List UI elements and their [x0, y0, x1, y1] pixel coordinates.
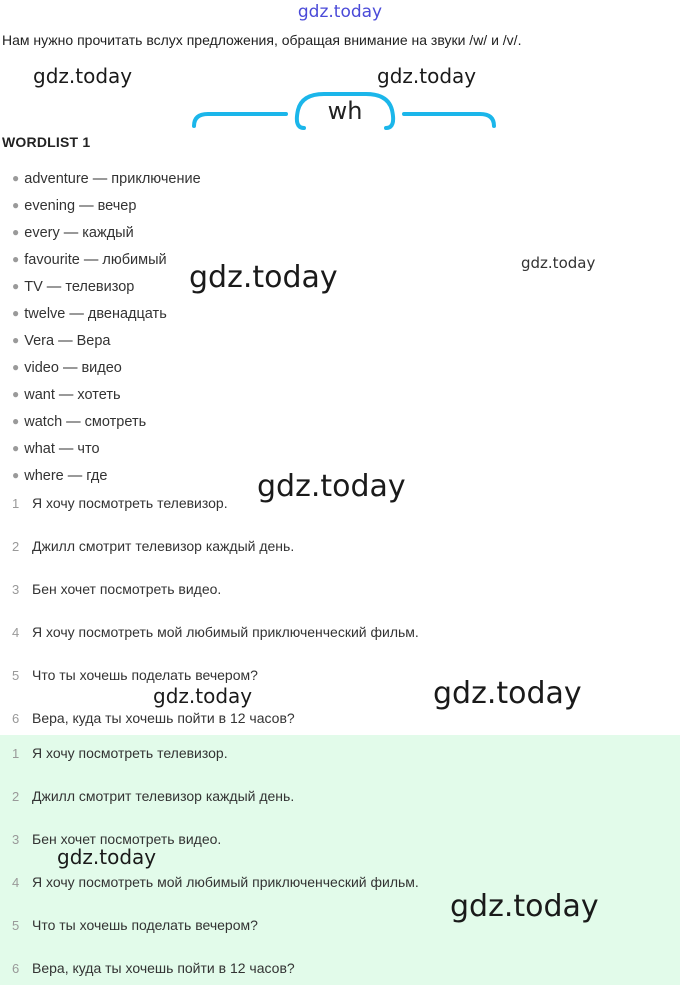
sentence-item [12, 624, 419, 640]
word-item: ● every — каждый [12, 225, 134, 241]
sentence-text: Бен хочет посмотреть видео. [32, 581, 222, 597]
answer-item [12, 917, 258, 933]
bullet-icon: ● [12, 252, 20, 266]
watermark: gdz.today [57, 845, 157, 869]
bullet-icon: ● [12, 468, 20, 482]
sentence-text: Джилл смотрит телевизор каждый день. [32, 538, 295, 554]
watermark: gdz.today [33, 64, 133, 88]
answer-number: 4 [12, 875, 20, 890]
site-title[interactable]: gdz.today [297, 2, 383, 22]
task-instruction: Нам нужно прочитать вслух предложения, обращая внимание на звуки /w/ и /v/. [2, 32, 522, 48]
sentence-text: Я хочу посмотреть телевизор. [32, 495, 228, 511]
sentence-text: Я хочу посмотреть мой любимый приключенческий фильм. [32, 624, 419, 640]
bullet-icon: ● [12, 225, 20, 239]
sentence-number: 3 [12, 582, 20, 597]
word-item: ● twelve — двенадцать [12, 306, 167, 322]
bullet-icon: ● [12, 279, 20, 293]
answer-text: Джилл смотрит телевизор каждый день. [32, 788, 295, 804]
word-item: ● want — хотеть [12, 387, 121, 403]
sentence-item [12, 495, 228, 511]
bullet-icon: ● [12, 387, 20, 401]
watermark: gdz.today [377, 64, 477, 88]
word-item: ● video — видео [12, 360, 122, 376]
sentence-item [12, 538, 294, 554]
answer-item [12, 745, 228, 761]
word-item: ● watch — смотреть [12, 414, 147, 430]
answer-number: 5 [12, 918, 20, 933]
wh-banner [190, 88, 500, 132]
bullet-icon: ● [12, 333, 20, 347]
wh-label: wh [327, 97, 363, 125]
sentence-number: 6 [12, 711, 20, 726]
watermark: gdz.today [153, 684, 253, 708]
bullet-icon: ● [12, 171, 20, 185]
sentence-text: Вера, куда ты хочешь пойти в 12 часов? [32, 710, 295, 726]
wordlist-title: WORDLIST 1 [2, 134, 91, 150]
sentence-item [12, 581, 221, 597]
answer-text: Я хочу посмотреть телевизор. [32, 745, 228, 761]
watermark: gdz.today [450, 889, 599, 924]
word-item: ● where — где [12, 468, 108, 484]
answer-number: 1 [12, 746, 20, 761]
answer-text: Я хочу посмотреть мой любимый приключенческий фильм. [32, 874, 419, 890]
word-item: ● Vera — Вера [12, 333, 111, 349]
sentence-number: 5 [12, 668, 20, 683]
sentence-number: 4 [12, 625, 20, 640]
sentence-text: Что ты хочешь поделать вечером? [32, 667, 258, 683]
answer-number: 3 [12, 832, 20, 847]
sentence-number: 1 [12, 496, 20, 511]
answer-item [12, 960, 295, 976]
word-item: ● adventure — приключение [12, 171, 201, 187]
bullet-icon: ● [12, 360, 20, 374]
watermark: gdz.today [257, 469, 406, 504]
answer-number: 2 [12, 789, 20, 804]
bullet-icon: ● [12, 198, 20, 212]
bullet-icon: ● [12, 414, 20, 428]
answer-text: Вера, куда ты хочешь пойти в 12 часов? [32, 960, 295, 976]
bullet-icon: ● [12, 441, 20, 455]
answer-item [12, 874, 419, 890]
word-item: ● evening — вечер [12, 198, 137, 214]
sentence-item [12, 667, 258, 683]
word-item: ● TV — телевизор [12, 279, 135, 295]
watermark: gdz.today [189, 260, 338, 295]
answer-item [12, 788, 294, 804]
watermark: gdz.today [433, 676, 582, 711]
word-item: ● what — что [12, 441, 100, 457]
word-item: ● favourite — любимый [12, 252, 167, 268]
sentence-item [12, 710, 295, 726]
sentence-number: 2 [12, 539, 20, 554]
answer-text: Бен хочет посмотреть видео. [32, 831, 222, 847]
answer-number: 6 [12, 961, 20, 976]
answer-text: Что ты хочешь поделать вечером? [32, 917, 258, 933]
watermark: gdz.today [521, 254, 596, 272]
bullet-icon: ● [12, 306, 20, 320]
